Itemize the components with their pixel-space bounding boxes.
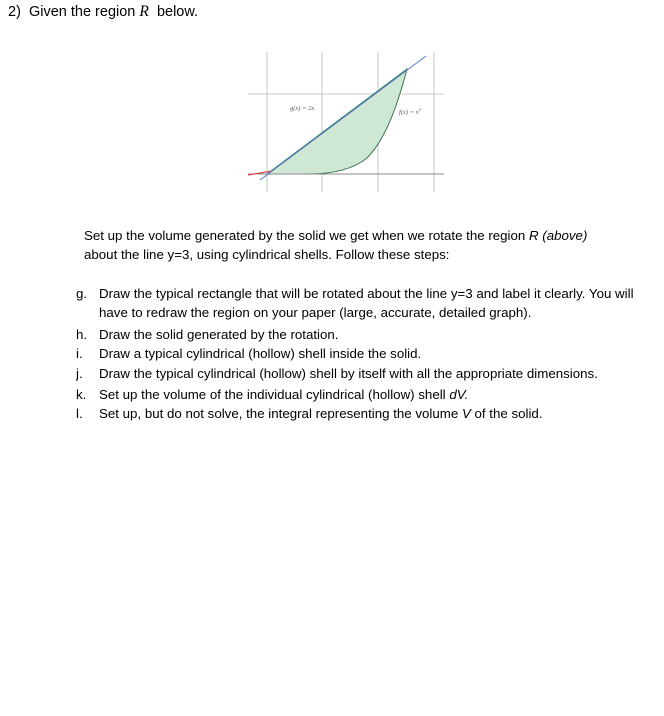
step-emphasis: dV.: [449, 387, 469, 403]
step-letter: l.: [76, 406, 83, 422]
step-emphasis: V: [461, 406, 471, 422]
g-label: g(x) = 2x: [290, 105, 315, 112]
question-heading: [8, 3, 198, 21]
region-graph: [248, 52, 448, 197]
region-variable: R: [139, 3, 149, 20]
step-tail: of the solid.: [470, 406, 543, 422]
heading-text-before: Given the region: [28, 4, 136, 20]
step-text: Draw the typical cylindrical (hollow) shell by itself with all the appropriate dimensions.: [99, 365, 598, 381]
step-letter: i.: [76, 346, 83, 362]
intro-emphasis: R (above): [529, 228, 588, 243]
step-text: Set up, but do not solve, the integral representing the volume: [99, 406, 462, 422]
step-text: Draw the typical rectangle that will be rotated about the line y=3 and label it clearly. You will have to redraw the region on your paper (large, accurate, detailed graph).: [99, 286, 634, 321]
list-item: [76, 344, 636, 363]
step-letter: g.: [76, 286, 88, 301]
region-r: [267, 69, 407, 174]
intro-part2: about the line y=3, using cylindrical shells. Follow these steps:: [84, 246, 450, 262]
heading-text-after: below.: [156, 4, 199, 20]
step-letter: h.: [76, 326, 88, 342]
list-item: [76, 325, 636, 344]
question-number: 2): [8, 4, 21, 20]
step-text: Set up the volume of the individual cylindrical (hollow) shell: [99, 387, 450, 403]
f-label-base: f(x) = x: [399, 109, 419, 116]
step-letter: j.: [76, 365, 83, 381]
list-item: [76, 385, 636, 404]
steps-list: [76, 284, 636, 424]
list-item: [76, 364, 636, 383]
step-text: Draw the solid generated by the rotation.: [99, 326, 339, 342]
intro-part1: Set up the volume generated by the solid we get when we rotate the region: [84, 228, 529, 243]
instructions-paragraph: [84, 227, 624, 264]
list-item: [76, 404, 636, 423]
step-letter: k.: [76, 387, 87, 403]
step-text: Draw a typical cylindrical (hollow) shell inside the solid.: [99, 346, 422, 362]
f-label: [399, 107, 422, 116]
list-item: [76, 284, 636, 323]
f-label-exponent: 3: [418, 107, 421, 112]
